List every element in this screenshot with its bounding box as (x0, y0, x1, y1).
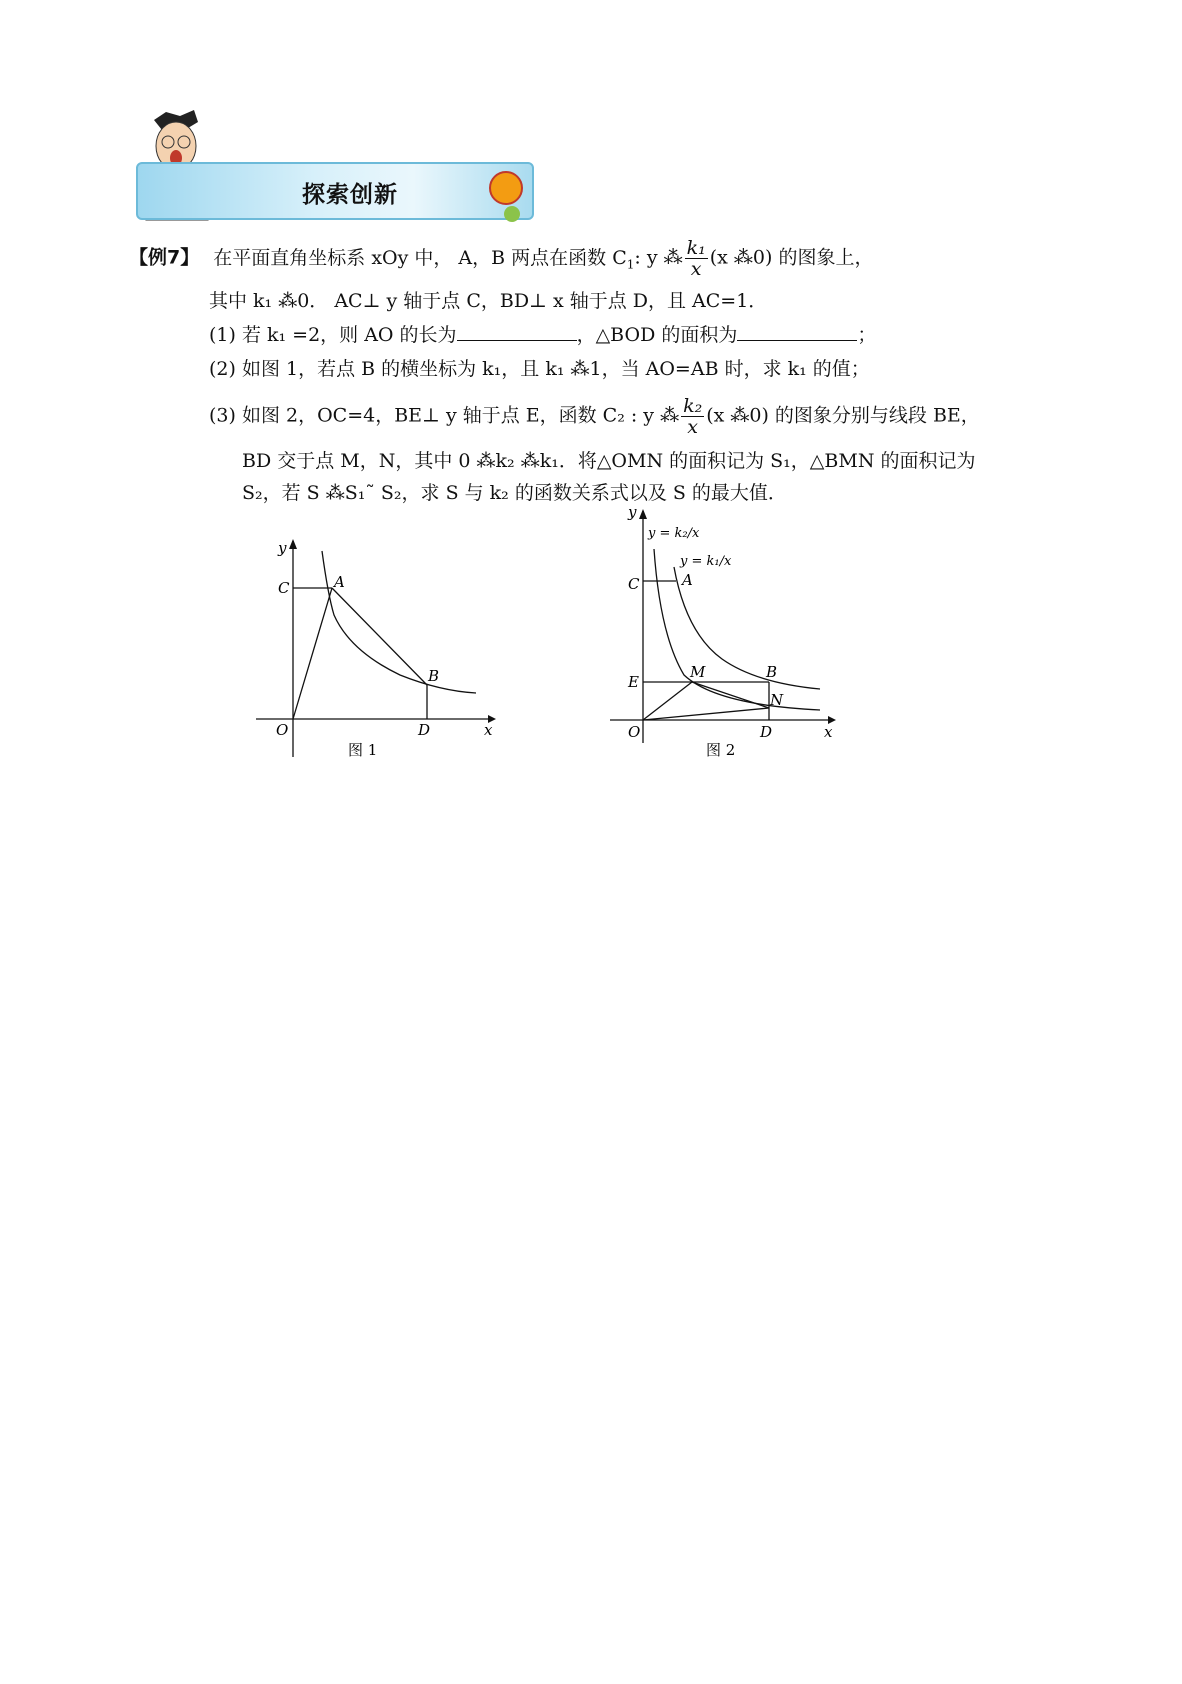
fig1-caption: 图 1 (348, 741, 378, 759)
fig2-eq-k2: y = k₂/x (648, 526, 700, 541)
example-line-1 (129, 238, 873, 279)
fig2-label-d: D (760, 723, 773, 741)
question-2: (2) 如图 1，若点 B 的横坐标为 k₁，且 k₁ ⁂1，当 AO=AB 时，求 k₁ 的值； (209, 358, 870, 380)
figure-2 (606, 505, 866, 765)
fig2-line-mn (692, 682, 769, 708)
fig2-caption: 图 2 (706, 741, 736, 759)
fraction-k1-over-x: $\frac{\text{k₁}}{x}$ (686, 237, 706, 280)
fig1-label-o: O (276, 721, 289, 739)
c1-colon: : y (634, 246, 664, 269)
fig1-line-oa (293, 588, 332, 719)
fig1-label-x: x (484, 721, 493, 739)
fig2-label-o: O (628, 723, 641, 741)
fig2-label-b: B (766, 663, 778, 681)
figure-1 (250, 535, 520, 765)
fig1-label-y: y (278, 539, 287, 557)
answer-blank-area[interactable] (737, 322, 857, 341)
fig2-label-m: M (690, 663, 706, 681)
c1-subscript: 1 (626, 257, 635, 272)
eq-glyph: ⁂ (663, 246, 683, 269)
fig2-line-on (643, 708, 769, 720)
fig1-hyperbola (322, 551, 476, 693)
fig1-label-b: B (428, 667, 440, 685)
question-3-line-3: S₂，若 S ⁂S₁˜ S₂，求 S 与 k₂ 的函数关系式以及 S 的最大值． (242, 482, 787, 504)
fig2-label-e: E (628, 673, 639, 691)
fig2-label-y: y (628, 505, 637, 521)
fig2-label-n: N (770, 691, 784, 709)
example-line1-text: 在平面直角坐标系 xOy 中， A，B 两点在函数 C (213, 246, 627, 269)
fig2-line-om (643, 682, 692, 720)
fig2-label-c: C (628, 575, 640, 593)
fig2-eq-k1: y = k₁/x (680, 554, 732, 569)
banner-title: 探索创新 (302, 182, 398, 208)
section-banner (136, 110, 536, 228)
fig2-label-a: A (682, 571, 693, 589)
fig1-label-c: C (278, 579, 290, 597)
example-line-2: 其中 k₁ ⁂0． AC⊥ y 轴于点 C，BD⊥ x 轴于点 D，且 AC=1． (209, 290, 768, 312)
fig1-label-a: A (334, 573, 345, 591)
fig1-line-ab (332, 588, 427, 685)
fig1-label-d: D (418, 721, 431, 739)
fraction-k2-over-x: $\frac{\text{k₂}}{x}$ (683, 395, 703, 438)
ornament-icon (478, 162, 538, 232)
question-3-line-2: BD 交于点 M，N，其中 0 ⁂k₂ ⁂k₁．将△OMN 的面积记为 S₁，△BMN 的面积记为 (242, 450, 976, 472)
fig2-label-x: x (824, 723, 833, 741)
question-3-line-1: (3) 如图 2，OC=4，BE⊥ y 轴于点 E，函数 C₂ : y ⁂ $\frac{\text{k₂}}{x}$ (x ⁂0) 的图象分别与线段 BE， (209, 395, 980, 438)
line1-tail: (x ⁂0) 的图象上， (709, 246, 874, 269)
example-label: 【例7】 (129, 246, 200, 269)
answer-blank-ao[interactable] (457, 322, 577, 341)
question-1: (1) 若 k₁ =2，则 AO 的长为 ，△BOD 的面积为 ； (209, 324, 877, 346)
